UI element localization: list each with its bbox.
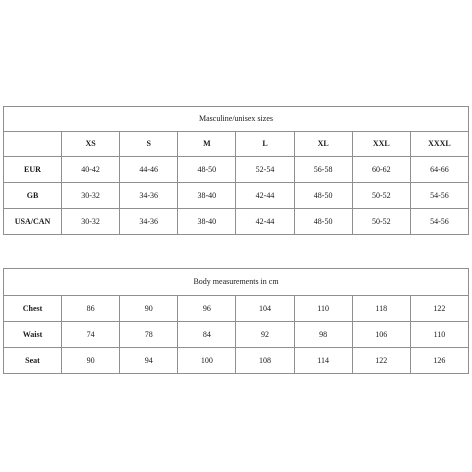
row-label: GB <box>4 183 62 209</box>
table-cell: 30-32 <box>62 183 120 209</box>
table-cell: 122 <box>410 296 468 322</box>
size-header-xs: XS <box>62 132 120 157</box>
table-cell: 78 <box>120 322 178 348</box>
body-measurements-title: Body measurements in cm <box>4 269 469 296</box>
table-cell: 74 <box>62 322 120 348</box>
table-cell: 60-62 <box>352 157 410 183</box>
row-label: Waist <box>4 322 62 348</box>
table-cell: 108 <box>236 348 294 374</box>
table-cell: 38-40 <box>178 183 236 209</box>
table-cell: 90 <box>62 348 120 374</box>
table-row-eur <box>4 157 469 183</box>
table-cell: 100 <box>178 348 236 374</box>
table-row-chest <box>4 296 469 322</box>
size-header-row <box>4 132 469 157</box>
table-cell: 34-36 <box>120 209 178 235</box>
table-cell: 92 <box>236 322 294 348</box>
table-cell: 90 <box>120 296 178 322</box>
table-cell: 126 <box>410 348 468 374</box>
table-row-usa-can <box>4 209 469 235</box>
table-cell: 30-32 <box>62 209 120 235</box>
table-cell: 42-44 <box>236 209 294 235</box>
table-cell: 48-50 <box>294 209 352 235</box>
masculine-sizes-title: Masculine/unisex sizes <box>4 107 469 132</box>
size-header-xxxl: XXXL <box>410 132 468 157</box>
table-cell: 34-36 <box>120 183 178 209</box>
table-cell: 54-56 <box>410 209 468 235</box>
table-cell: 86 <box>62 296 120 322</box>
table-row-waist <box>4 322 469 348</box>
table-cell: 42-44 <box>236 183 294 209</box>
table-cell: 38-40 <box>178 209 236 235</box>
table-cell: 98 <box>294 322 352 348</box>
table-cell: 48-50 <box>178 157 236 183</box>
table-cell: 56-58 <box>294 157 352 183</box>
table-cell: 84 <box>178 322 236 348</box>
table-cell: 48-50 <box>294 183 352 209</box>
table-row-seat <box>4 348 469 374</box>
table-row-gb <box>4 183 469 209</box>
row-label: USA/CAN <box>4 209 62 235</box>
table-cell: 114 <box>294 348 352 374</box>
size-header-s: S <box>120 132 178 157</box>
table-cell: 104 <box>236 296 294 322</box>
table-cell: 122 <box>352 348 410 374</box>
row-label: Chest <box>4 296 62 322</box>
table-cell: 110 <box>410 322 468 348</box>
size-header-l: L <box>236 132 294 157</box>
table-cell: 94 <box>120 348 178 374</box>
table-cell: 54-56 <box>410 183 468 209</box>
row-label: EUR <box>4 157 62 183</box>
masculine-sizes-table <box>3 106 469 235</box>
table-cell: 52-54 <box>236 157 294 183</box>
table-cell: 96 <box>178 296 236 322</box>
table-title-row <box>4 107 469 132</box>
table-cell: 40-42 <box>62 157 120 183</box>
table-cell: 50-52 <box>352 209 410 235</box>
corner-cell <box>4 132 62 157</box>
table-cell: 118 <box>352 296 410 322</box>
table-cell: 44-46 <box>120 157 178 183</box>
table-cell: 106 <box>352 322 410 348</box>
size-header-xxl: XXL <box>352 132 410 157</box>
body-measurements-table <box>3 268 469 374</box>
table-cell: 64-66 <box>410 157 468 183</box>
table-cell: 110 <box>294 296 352 322</box>
table-title-row <box>4 269 469 296</box>
size-header-xl: XL <box>294 132 352 157</box>
row-label: Seat <box>4 348 62 374</box>
size-header-m: M <box>178 132 236 157</box>
table-cell: 50-52 <box>352 183 410 209</box>
